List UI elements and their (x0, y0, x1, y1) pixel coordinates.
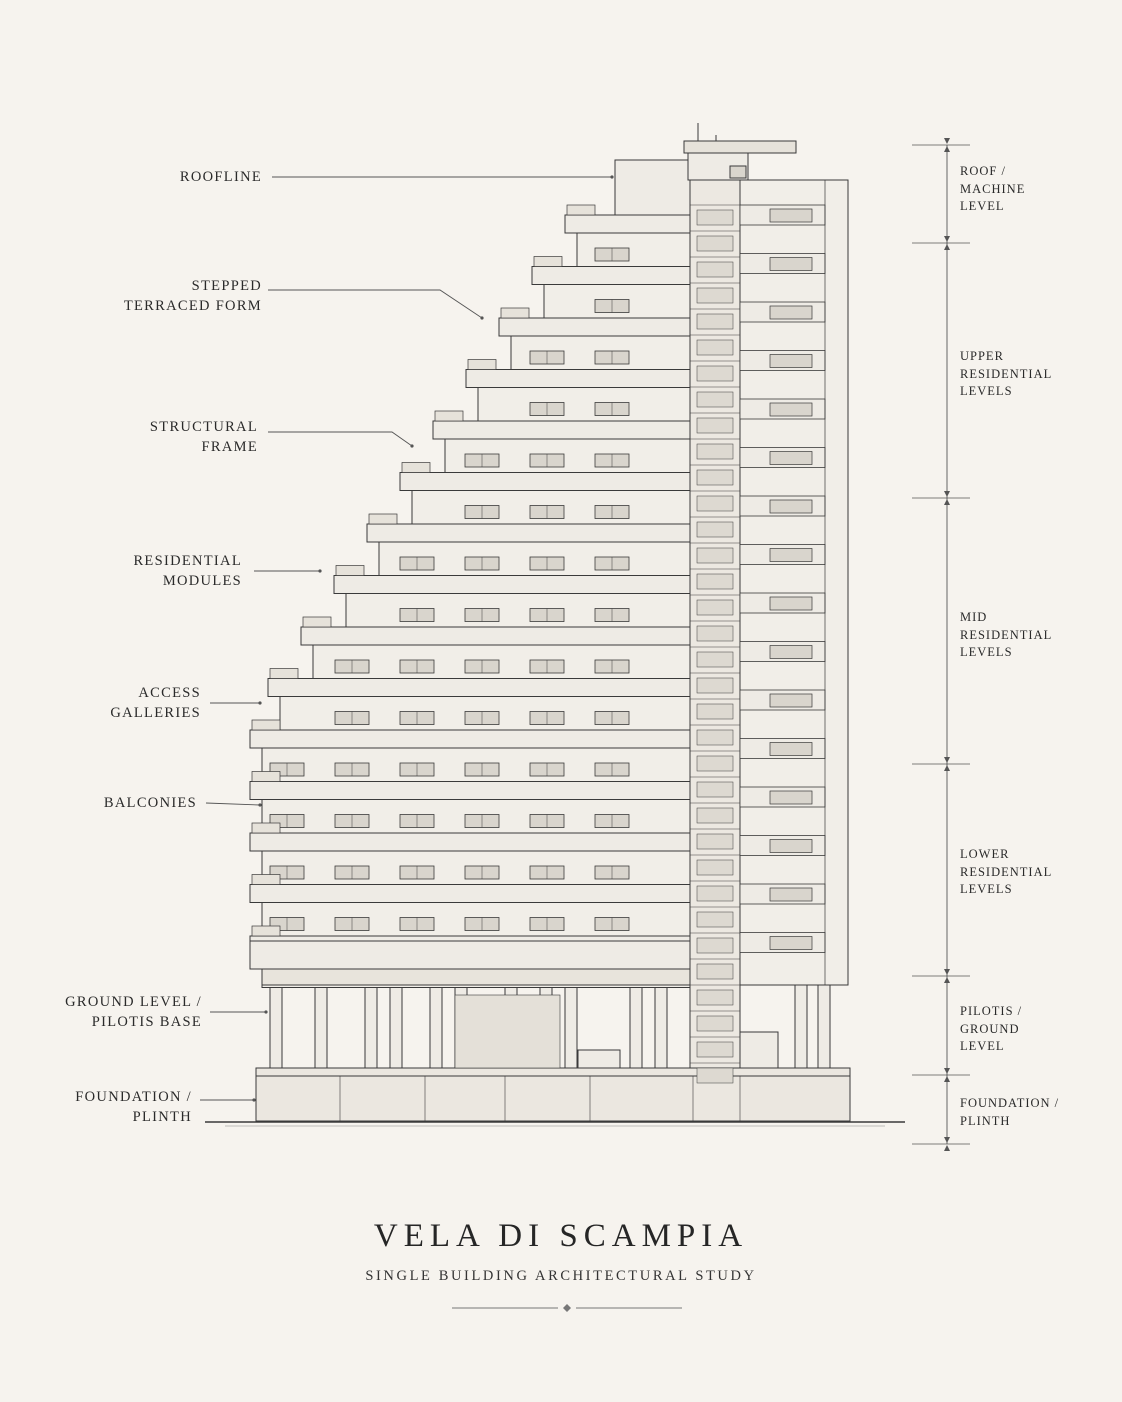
tower-window (770, 694, 812, 707)
terrace-parapet (252, 875, 280, 885)
core-opening (697, 990, 733, 1005)
leader-dot (258, 803, 261, 806)
tower-window (770, 646, 812, 659)
label-balconies: BALCONIES (103, 795, 197, 811)
terrace-parapet (336, 566, 364, 576)
dimension-arrow-up (944, 244, 950, 250)
piloti-column (390, 985, 402, 1068)
core-opening (697, 860, 733, 875)
building-elevation (205, 123, 905, 1126)
terrace-parapet (303, 617, 331, 627)
core-opening (697, 912, 733, 927)
label-upper-residential-levels: UPPER RESIDENTIAL LEVELS (960, 349, 1053, 398)
label-structural-frame: STRUCTURAL FRAME (149, 419, 258, 455)
core-opening (697, 756, 733, 771)
stair-core (690, 180, 740, 1068)
core-opening (697, 314, 733, 329)
piloti-column (315, 985, 327, 1068)
core-opening (697, 548, 733, 563)
core-opening (697, 210, 733, 225)
dimension-arrow-up (944, 499, 950, 505)
roof-cap (684, 141, 796, 153)
core-opening (697, 938, 733, 953)
residential-floor (346, 594, 690, 628)
terrace-parapet (252, 926, 280, 936)
core-opening (697, 522, 733, 537)
leader-line (206, 803, 260, 805)
leader-dot (264, 1010, 267, 1013)
dimension-arrow-up (944, 977, 950, 983)
tower-window (770, 743, 812, 756)
balcony-slab (250, 833, 690, 851)
residential-floor (313, 645, 690, 679)
tower-window (770, 258, 812, 271)
label-pilotis-ground-level: PILOTIS / GROUND LEVEL (960, 1004, 1023, 1053)
core-opening (697, 834, 733, 849)
tower-window (770, 597, 812, 610)
page-title: VELA DI SCAMPIA (373, 1218, 749, 1254)
core-opening (697, 886, 733, 901)
dimension-arrow-up (944, 1145, 950, 1151)
core-opening (697, 418, 733, 433)
label-roof-machine-level: ROOF / MACHINE LEVEL (960, 164, 1026, 213)
core-opening (697, 1016, 733, 1031)
label-foundation-plinth-right: FOUNDATION / PLINTH (960, 1096, 1060, 1128)
dimension-arrow-down (944, 491, 950, 497)
core-opening (697, 392, 733, 407)
dimension-arrow-up (944, 1076, 950, 1082)
tower-window (770, 500, 812, 513)
core-opening (697, 340, 733, 355)
core-opening (697, 236, 733, 251)
core-opening (697, 1068, 733, 1083)
core-opening (697, 652, 733, 667)
terrace-parapet (252, 720, 280, 730)
terrace-parapet (435, 411, 463, 421)
tower-window (770, 888, 812, 901)
terrace-parapet (567, 205, 595, 215)
balcony-slab (400, 473, 690, 491)
balcony-slab (250, 885, 690, 903)
piloti-column (655, 985, 667, 1068)
core-opening (697, 262, 733, 277)
terrace-parapet (468, 360, 496, 370)
terrace-parapet (534, 257, 562, 267)
balcony-slab (499, 318, 690, 336)
core-opening (697, 574, 733, 589)
piloti-column (795, 985, 807, 1068)
core-opening (697, 288, 733, 303)
title-ornament (452, 1304, 682, 1312)
balcony-slab (532, 267, 690, 285)
core-opening (697, 496, 733, 511)
tower-window (770, 355, 812, 368)
terrace-parapet (402, 463, 430, 473)
leader-line (268, 432, 412, 446)
terrace-parapet (369, 514, 397, 524)
tower-window (770, 791, 812, 804)
balcony-slab (334, 576, 690, 594)
core-opening (697, 444, 733, 459)
ground-lobby (455, 995, 560, 1068)
core-opening (697, 964, 733, 979)
label-mid-residential-levels: MID RESIDENTIAL LEVELS (960, 610, 1053, 659)
tower-window (770, 549, 812, 562)
leader-dot (610, 175, 613, 178)
dimension-arrow-down (944, 138, 950, 144)
balcony-slab (301, 627, 690, 645)
balcony-slab (367, 524, 690, 542)
leader-dot (318, 569, 321, 572)
label-residential-modules: RESIDENTIAL MODULES (133, 553, 242, 589)
leader-dot (252, 1098, 255, 1101)
leader-dot (410, 444, 413, 447)
transfer-beam (262, 969, 690, 985)
balcony-slab (250, 782, 690, 800)
residential-floor (577, 233, 690, 267)
core-opening (697, 782, 733, 797)
tower-window (770, 452, 812, 465)
label-stepped-terraced-form: STEPPED TERRACED FORM (123, 278, 262, 314)
ornament-diamond (563, 1304, 571, 1312)
piloti-column (565, 985, 577, 1068)
balcony-slab (466, 370, 690, 388)
balcony-slab (250, 730, 690, 748)
label-foundation-plinth: FOUNDATION / PLINTH (75, 1089, 192, 1125)
residential-floor (478, 388, 690, 422)
core-opening (697, 600, 733, 615)
leader-dot (258, 701, 261, 704)
dimension-arrow-up (944, 146, 950, 152)
tower-window (770, 306, 812, 319)
piloti-column (818, 985, 830, 1068)
tower-window (770, 403, 812, 416)
tower-window (770, 937, 812, 950)
dimension-arrow-up (944, 765, 950, 771)
piloti-column (270, 985, 282, 1068)
dimension-arrow-down (944, 757, 950, 763)
machine-room-window (730, 166, 746, 178)
label-ground-level-pilotis: GROUND LEVEL / PILOTIS BASE (65, 994, 202, 1030)
core-opening (697, 808, 733, 823)
core-opening (697, 730, 733, 745)
terrace-parapet (252, 772, 280, 782)
core-opening (697, 366, 733, 381)
balcony-slab (433, 421, 690, 439)
core-opening (697, 470, 733, 485)
balcony-slab (268, 679, 690, 697)
dimension-arrow-down (944, 1137, 950, 1143)
label-access-galleries: ACCESS GALLERIES (110, 685, 201, 721)
lower-slab (250, 941, 690, 969)
service-box (740, 1032, 778, 1068)
piloti-column (430, 985, 442, 1068)
label-lower-residential-levels: LOWER RESIDENTIAL LEVELS (960, 847, 1053, 896)
dimension-arrow-down (944, 969, 950, 975)
core-opening (697, 626, 733, 641)
roof-block (615, 160, 690, 215)
tower-block (740, 180, 848, 985)
page-subtitle: SINGLE BUILDING ARCHITECTURAL STUDY (365, 1268, 757, 1284)
terrace-parapet (252, 823, 280, 833)
piloti-column (365, 985, 377, 1068)
piloti-column (630, 985, 642, 1068)
core-opening (697, 704, 733, 719)
tower-window (770, 840, 812, 853)
balcony-slab (565, 215, 690, 233)
leader-dot (480, 316, 483, 319)
core-opening (697, 678, 733, 693)
dimension-arrow-down (944, 1068, 950, 1074)
tower-window (770, 209, 812, 222)
entry-bench (578, 1050, 620, 1068)
terrace-parapet (270, 669, 298, 679)
leader-line (268, 290, 482, 318)
label-roofline: ROOFLINE (179, 169, 262, 185)
terrace-parapet (501, 308, 529, 318)
core-opening (697, 1042, 733, 1057)
dimension-arrow-down (944, 236, 950, 242)
